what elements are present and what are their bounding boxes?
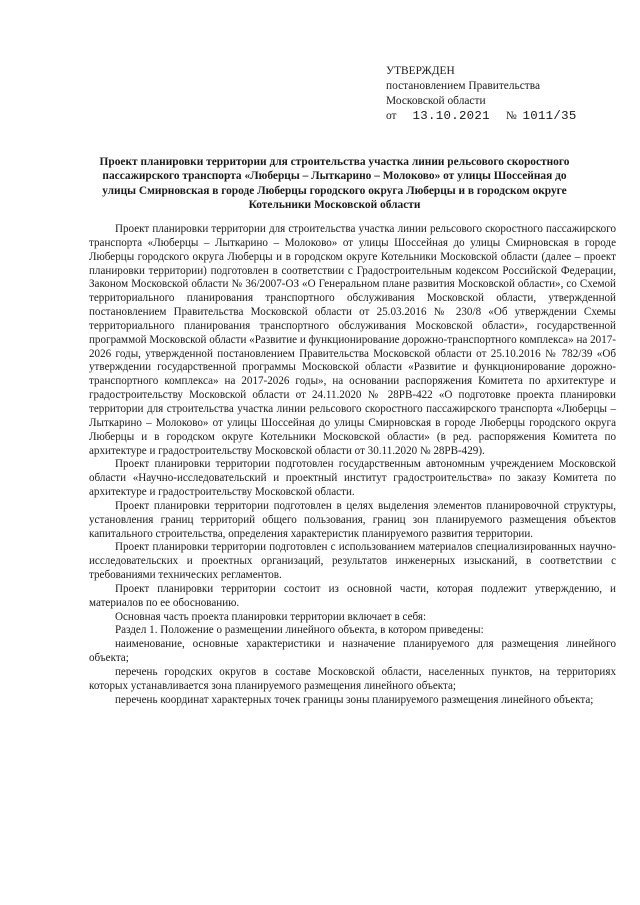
body-paragraph: наименование, основные характеристики и назначение планируемого для размещения линейного объекта; bbox=[89, 638, 616, 665]
approval-date-line bbox=[386, 109, 616, 124]
body-paragraph: перечень городских округов в составе Московской области, населенных пунктов, на территориях которых устанавливается зона планируемого размещения линейного объекта; bbox=[89, 666, 616, 692]
approval-date: 13.10.2021 bbox=[412, 109, 490, 123]
approval-line-1: постановлением Правительства bbox=[386, 80, 541, 92]
approval-line-2: Московской области bbox=[386, 95, 486, 107]
body-paragraph: Раздел 1. Положение о размещении линейного объекта, в котором приведены: bbox=[115, 624, 484, 637]
approval-number-label: № bbox=[505, 110, 517, 122]
approval-from-label: от bbox=[386, 110, 397, 122]
approval-heading: УТВЕРЖДЕН bbox=[386, 65, 455, 77]
approval-block bbox=[386, 64, 616, 124]
body-paragraph: Проект планировки территории подготовлен в целях выделения элементов планировочной структуры, установления границ территорий общего пользования, границ зон планируемого размещения объектов капитального строительства, определения характеристик планируемого развития территории. bbox=[89, 499, 616, 540]
body-paragraph: перечень координат характерных точек границы зоны планируемого размещения линейного объекта; bbox=[115, 693, 594, 706]
body-paragraph: Проект планировки территории для строительства участка линии рельсового скоростного пассажирского транспорта «Люберцы – Лыткарино – Молоково» от улицы Шоссейная до улицы Смирновская в городе Люберцы городского округа Люберцы и в городском округе Котельники Московской области (далее – проект планировки территории) подготовлен в соответствии с Градостроительным кодексом Российской Федерации, Законом Московской области № 36/2007-ОЗ «О Генеральном плане развития Московской области», со Схемой территориального планирования транспортного обслуживания Московской области, утвержденной постановлением Правительства Московской области от 25.03.2016 № 230/8 «Об утверждении Схемы территориального планирования транспортного обслуживания Московской области», государственной программой Московской области «Развитие и функционирование дорожно-транспортного комплекса» на 2017-2026 годы, утвержденной постановлением Правительства Московской области от 25.10.2016 № 782/39 «Об утверждении государственной программы Московской области «Развитие и функционирование дорожно-транспортного комплекса» на 2017-2026 годы», на основании распоряжения Комитета по архитектуре и градостроительству Московской области от 24.11.2020 № 28РВ-422 «О подготовке проекта планировки территории для строительства участка линии рельсового скоростного пассажирского транспорта «Люберцы – Лыткарино – Молоково» от улицы Шоссейная до улицы Смирновская в городе Люберцы городского округа Люберцы и в городском округе Котельники Московской области» (в ред. распоряжения Комитета по архитектуре и градостроительству Московской области от 30.11.2020 № 28РВ-429). bbox=[89, 223, 616, 457]
body-paragraph: Проект планировки территории подготовлен государственным автономным учреждением Московской области «Научно-исследовательский и проектный институт градостроительства» по заказу Комитета по архитектуре и градостроительству Московской области. bbox=[89, 458, 616, 499]
body-paragraph: Основная часть проекта планировки территории включает в себя: bbox=[115, 610, 427, 623]
document-body bbox=[89, 223, 616, 708]
body-paragraph: Проект планировки территории подготовлен с использованием материалов специализированных научно-исследовательских и проектных организаций, результатов инженерных изысканий, в соответствии с требованиями технических регламентов. bbox=[89, 541, 616, 582]
document-title: Проект планировки территории для строительства участка линии рельсового скоростного пассажирского транспорта «Люберцы – Лыткарино – Молоково» от улицы Шоссейная до улицы Смирновская в городе Люберцы городского округа Люберцы и в городском округе Котельники Московской области bbox=[99, 156, 570, 212]
approval-number: 1011/35 bbox=[522, 109, 577, 123]
body-paragraph: Проект планировки территории состоит из основной части, которая подлежит утверждению, и материалов по ее обоснованию. bbox=[89, 582, 616, 609]
